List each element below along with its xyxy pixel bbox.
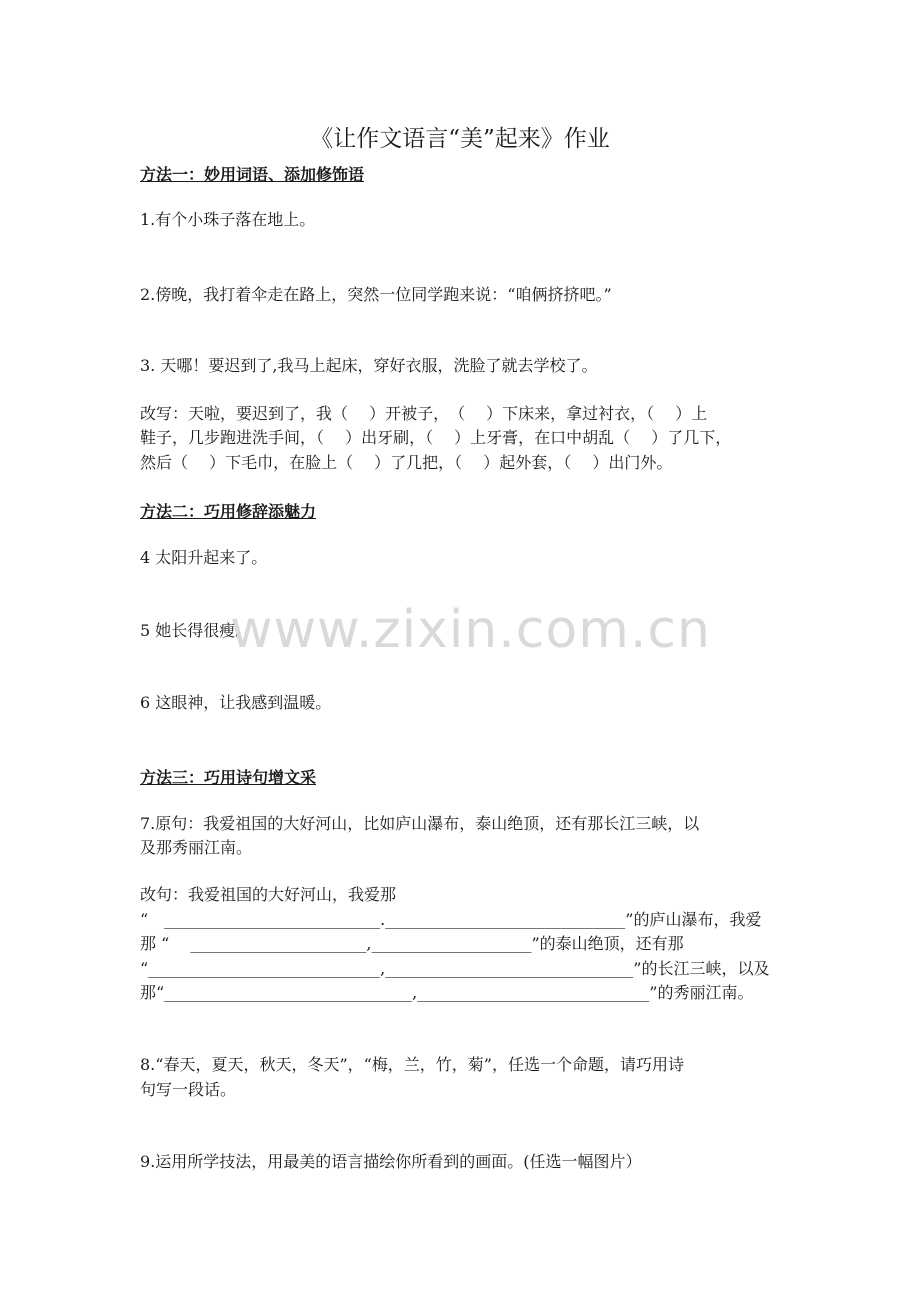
rewrite-line-1: 改写：天啦，要迟到了，我（ ）开被子， （ ）下床来，拿过衬衣，（ ）上 (140, 404, 708, 423)
q7-rewrite-line-3: 那 “ ______________________,____________________”的泰山绝顶，还有那 (140, 934, 684, 953)
method1-heading: 方法一：妙用词语、添加修饰语 (140, 165, 365, 184)
method3-heading: 方法三：巧用诗句增文采 (140, 768, 317, 787)
q7-rewrite-line-2: “ ___________________________.______________________________”的庐山瀑布，我爱 (140, 910, 762, 929)
question-3: 3. 天哪！要迟到了,我马上起床，穿好衣服，洗脸了就去学校了。 (140, 356, 598, 375)
question-2: 2.傍晚，我打着伞走在路上，突然一位同学跑来说：“咱俩挤挤吧。” (140, 285, 612, 304)
method2-heading: 方法二：巧用修辞添魅力 (140, 502, 317, 521)
watermark-text: www.zixin.com.cn (230, 600, 711, 660)
rewrite-line-3: 然后（ ）下毛巾，在脸上（ ）了几把，（ ）起外套，（ ）出门外。 (140, 453, 673, 472)
page-title: 《让作文语言“美”起来》作业 (310, 126, 610, 152)
question-1: 1.有个小珠子落在地上。 (140, 210, 316, 229)
question-5: 5 她长得很瘦。 (140, 621, 252, 640)
question-8-line-2: 句写一段话。 (140, 1080, 237, 1099)
q7-rewrite-line-4: “_____________________________,_______________________________”的长江三峡，以及 (140, 959, 770, 978)
question-7-line-1: 7.原句：我爱祖国的大好河山，比如庐山瀑布，泰山绝顶，还有那长江三峡，以 (140, 814, 700, 833)
q7-rewrite-line-5: 那“_______________________________,_____________________________”的秀丽江南。 (140, 983, 754, 1002)
question-6: 6 这眼神，让我感到温暖。 (140, 693, 332, 712)
rewrite-line-2: 鞋子，几步跑进洗手间，（ ）出牙刷，（ ）上牙膏，在口中胡乱（ ）了几下， (140, 428, 732, 447)
question-8-line-1: 8.“春天，夏天，秋天，冬天”，“梅，兰，竹，菊”，任选一个命题，请巧用诗 (140, 1055, 684, 1074)
question-4: 4 太阳升起来了。 (140, 548, 268, 567)
question-7-line-2: 及那秀丽江南。 (140, 838, 253, 857)
q7-rewrite-line-1: 改句：我爱祖国的大好河山，我爱那 (140, 885, 397, 904)
question-9: 9.运用所学技法，用最美的语言描绘你所看到的画面。(任选一幅图片） (140, 1152, 642, 1171)
